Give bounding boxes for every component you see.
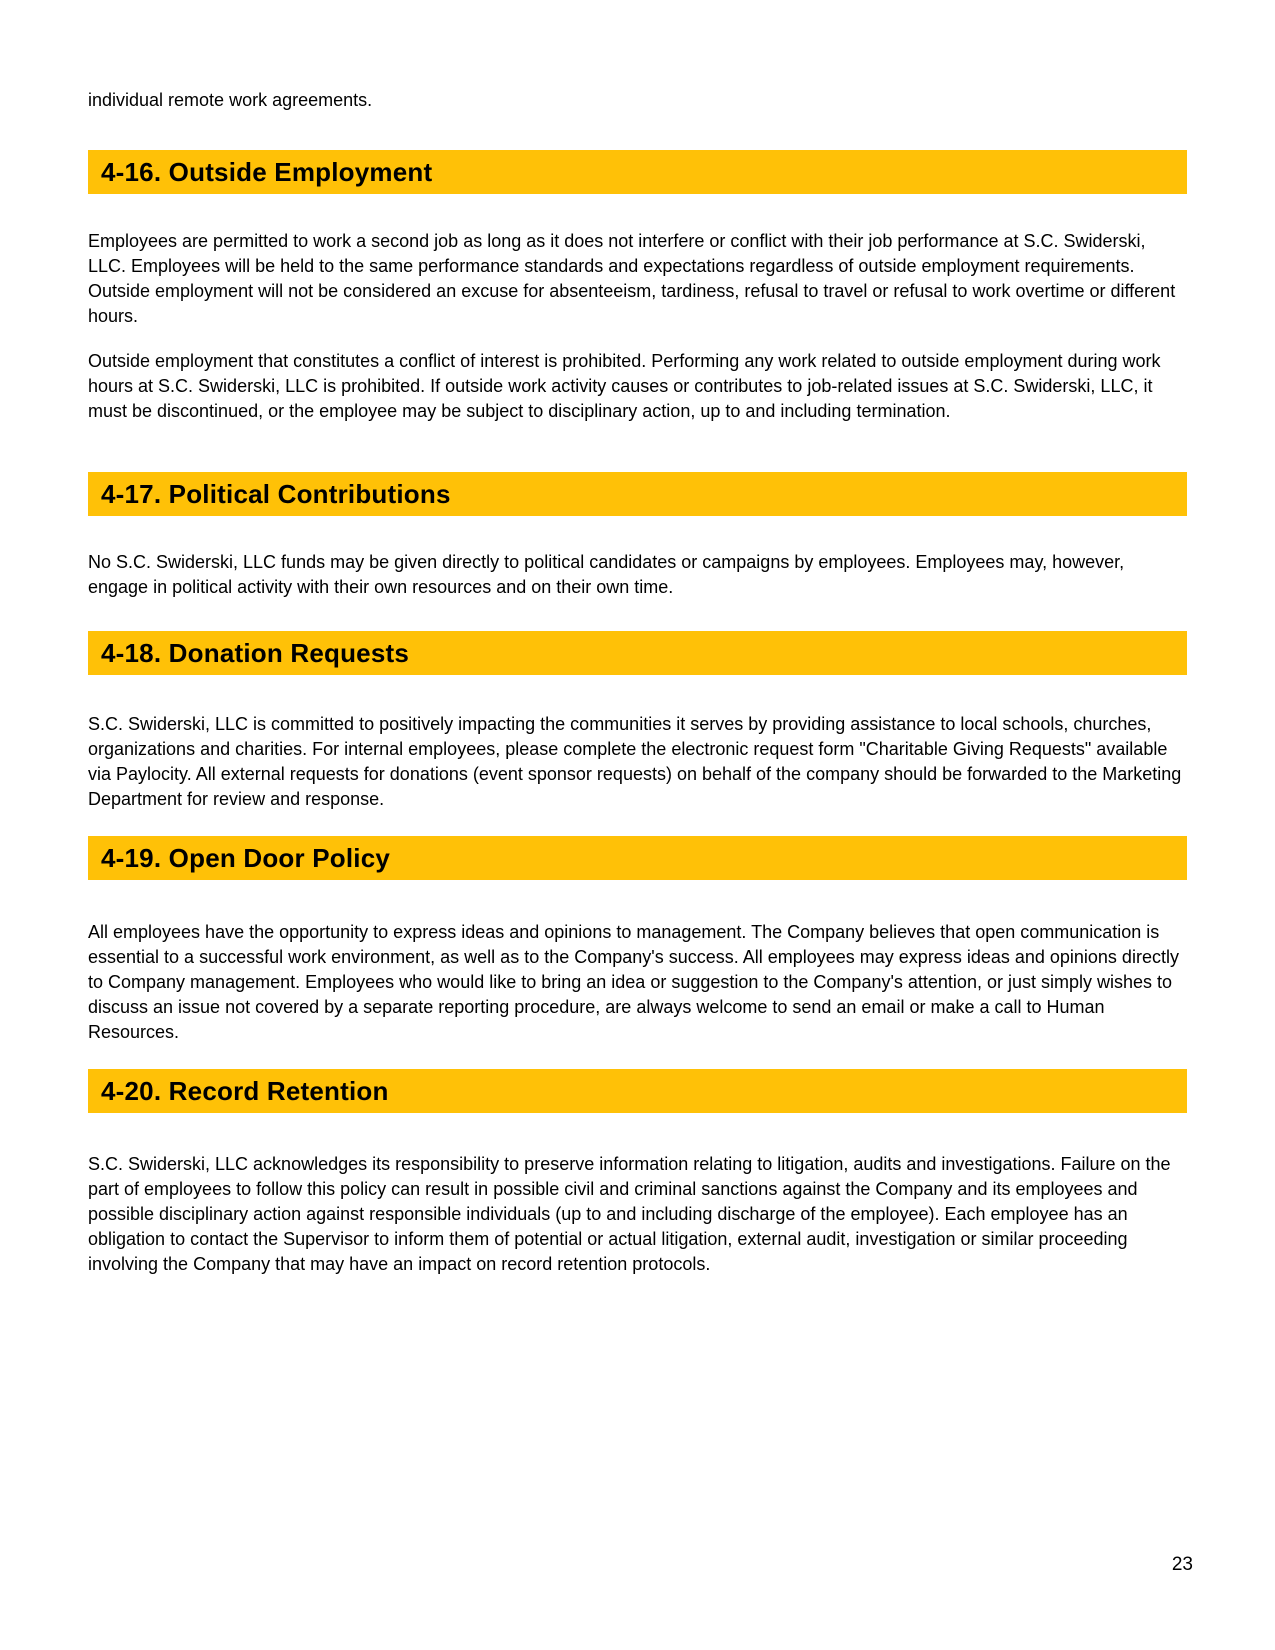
section-header-political-contributions [88, 472, 1187, 516]
paragraph-donation-requests: S.C. Swiderski, LLC is committed to positively impacting the communities it serves by providing assistance to local schools, churches, organizations and charities. For internal employees, please complete the electronic request form "Charitable Giving Requests" available via Paylocity. All external requests for donations (event sponsor requests) on behalf of the company should be forwarded to the Marketing Department for review and response. [88, 714, 1182, 809]
continuation-paragraph: individual remote work agreements. [88, 90, 373, 110]
section-header-open-door-policy [88, 836, 1187, 880]
paragraph-outside-employment-2: Outside employment that constitutes a conflict of interest is prohibited. Performing any work related to outside employment during work hours at S.C. Swiderski, LLC is prohibited. If outside work activity causes or contributes to job-related issues at S.C. Swiderski, LLC, it must be discontinued, or the employee may be subject to disciplinary action, up to and including termination. [88, 351, 1161, 421]
section-title: 4-18. Donation Requests [101, 637, 409, 668]
section-title: 4-19. Open Door Policy [101, 842, 391, 873]
section-title: 4-16. Outside Employment [101, 156, 433, 187]
section-title: 4-20. Record Retention [101, 1075, 389, 1106]
paragraph-open-door-policy: All employees have the opportunity to express ideas and opinions to management. The Company believes that open communication is essential to a successful work environment, as well as to the Company's success. All employees may express ideas and opinions directly to Company management. Employees who would like to bring an idea or suggestion to the Company's attention, or just simply wishes to discuss an issue not covered by a separate reporting procedure, are always welcome to send an email or make a call to Human Resources. [88, 922, 1179, 1042]
paragraph-political-contributions: No S.C. Swiderski, LLC funds may be given directly to political candidates or campaigns by employees. Employees may, however, engage in political activity with their own resources and on their own time. [88, 552, 1125, 597]
paragraph-record-retention: S.C. Swiderski, LLC acknowledges its responsibility to preserve information relating to litigation, audits and investigations. Failure on the part of employees to follow this policy can result in possible civil and criminal sanctions against the Company and its employees and possible disciplinary action against responsible individuals (up to and including discharge of the employee). Each employee has an obligation to contact the Supervisor to inform them of potential or actual litigation, external audit, investigation or similar proceeding involving the Company that may have an impact on record retention protocols. [88, 1154, 1171, 1274]
page-number: 23 [1171, 1554, 1193, 1575]
section-header-outside-employment [88, 150, 1187, 194]
section-header-record-retention [88, 1069, 1187, 1113]
section-title: 4-17. Political Contributions [101, 478, 451, 509]
paragraph-outside-employment-1: Employees are permitted to work a second job as long as it does not interfere or conflict with their job performance at S.C. Swiderski, LLC. Employees will be held to the same performance standards and expectations regardless of outside employment requirements. Outside employment will not be considered an excuse for absenteeism, tardiness, refusal to travel or refusal to work overtime or different hours. [88, 231, 1176, 326]
section-header-donation-requests [88, 631, 1187, 675]
